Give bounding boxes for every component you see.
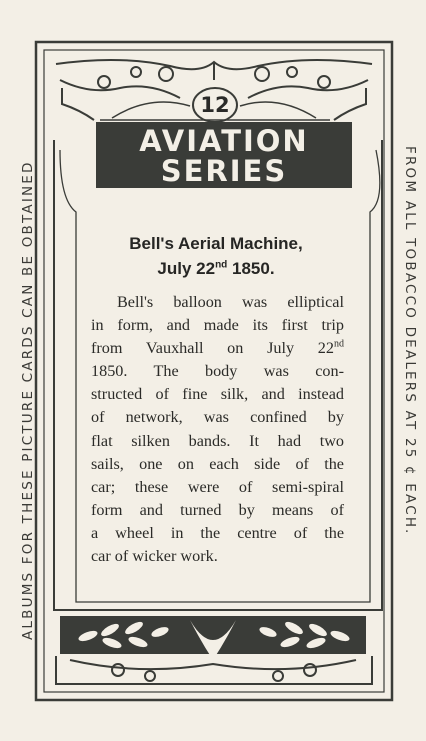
bottom-scrollwork — [56, 656, 372, 684]
desc-line: 1850. The body was con- — [91, 362, 344, 381]
series-banner — [96, 122, 352, 188]
desc-line: Bell's balloon was elliptical — [117, 293, 344, 311]
card-number: 12 — [200, 93, 230, 117]
series-line-2: SERIES — [160, 154, 288, 188]
desc-line: form and turned by means of — [91, 500, 344, 519]
desc-line: structed of fine silk, and instead — [91, 385, 344, 404]
desc-line: from Vauxhall on July 22nd — [91, 338, 344, 358]
series-line-1: AVIATION — [139, 124, 309, 158]
desc-line: in form, and made its first trip — [91, 316, 344, 335]
desc-line: car; these were of semi-spiral — [91, 477, 344, 496]
desc-line: sails, one on each side of the — [91, 454, 344, 473]
dealers-margin-text: FROM ALL TOBACCO DEALERS AT 25 ¢ EACH. — [402, 146, 418, 536]
card-title: Bell's Aerial Machine, — [129, 234, 303, 253]
desc-line: of network, was confined by — [91, 408, 344, 427]
card-date: July 22nd 1850. — [157, 259, 275, 278]
card-description — [91, 291, 344, 568]
desc-line: a wheel in the centre of the — [91, 523, 344, 542]
albums-margin-text: ALBUMS FOR THESE PICTURE CARDS CAN BE OBTAINED — [20, 160, 36, 640]
desc-line: flat silken bands. It had two — [91, 431, 344, 450]
desc-line: car of wicker work. — [91, 547, 218, 566]
